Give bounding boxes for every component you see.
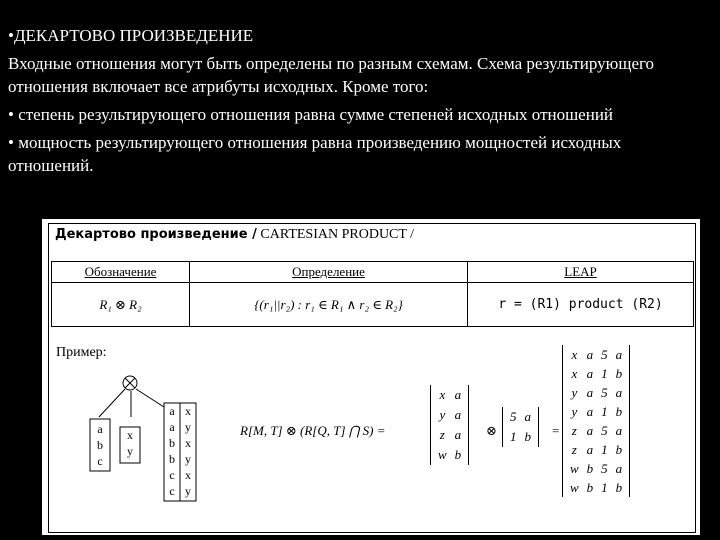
matrix-cell: b xyxy=(586,460,594,476)
matrix-cell: a xyxy=(615,384,623,400)
matrix-cell: z xyxy=(439,427,445,442)
matrix-row xyxy=(566,364,626,383)
matrix-cell: b xyxy=(615,365,623,381)
matrix-row xyxy=(566,383,626,402)
result-relation-cell: b xyxy=(169,436,175,450)
left-relation-cell: b xyxy=(97,438,103,452)
definition-cell: {(r₁||r₂) : r₁ ∈ R₁ ∧ r₂ ∈ R₂} xyxy=(190,283,468,327)
result-relation-cell: y xyxy=(185,420,191,434)
bullet-degree: • степень результирующего отношения равна сумме степеней исходных отношений xyxy=(8,105,614,124)
bullet-cardinality: • мощность результирующего отношения равна произведению мощностей исходных отношений. xyxy=(8,133,622,175)
header-definition: Определение xyxy=(190,262,468,283)
matrix-row xyxy=(506,407,535,427)
notation-cell: R₁ ⊗ R₂ xyxy=(52,283,190,327)
matrix-row xyxy=(434,385,465,405)
result-relation-cell: y xyxy=(185,484,191,498)
matrix-cell: b xyxy=(615,479,623,495)
matrix-cell: 5 xyxy=(601,346,608,362)
matrix-cell: 5 xyxy=(601,422,608,438)
matrix-cell: x xyxy=(439,387,446,402)
matrix-cell: y xyxy=(571,384,578,400)
matrix-left xyxy=(430,385,469,465)
example-label: Пример: xyxy=(56,345,107,360)
intro-paragraph: Входные отношения могут быть определены по разным схемам. Схема результирующего отношения включает все атрибуты исходных. Кроме того: xyxy=(8,54,655,96)
matrix-cell: a xyxy=(454,387,462,402)
matrix-cell: b xyxy=(615,441,623,457)
matrix-cell: x xyxy=(571,365,578,381)
matrix-cell: x xyxy=(571,346,578,362)
matrix-row xyxy=(566,478,626,497)
right-relation-cell: y xyxy=(127,444,133,458)
matrix-row xyxy=(566,440,626,459)
matrix-cell: a xyxy=(586,365,594,381)
matrix-cell: z xyxy=(571,422,577,438)
matrix-cell: b xyxy=(524,429,531,444)
matrix-cell: a xyxy=(615,422,623,438)
result-relation-cell: c xyxy=(169,484,175,498)
matrix-cell: b xyxy=(615,403,623,419)
header-leap: LEAP xyxy=(468,262,694,283)
matrix-cell: z xyxy=(571,441,577,457)
matrix-cell: a xyxy=(454,427,462,442)
result-relation-cell: x xyxy=(185,436,191,450)
matrix-cell: w xyxy=(570,460,579,476)
result-relation-cell: y xyxy=(185,452,191,466)
matrix-cell: a xyxy=(615,460,623,476)
matrix-cell: 1 xyxy=(601,403,608,419)
intro-text xyxy=(8,24,708,182)
formula-lhs: R[M, T] ⊗ (R[Q, T] ⋂ S) = xyxy=(240,423,386,438)
left-relation-cell: a xyxy=(97,422,103,436)
matrix-cell: a xyxy=(586,384,594,400)
otimes-symbol: ⊗ xyxy=(486,423,497,438)
matrix-cell: 5 xyxy=(601,460,608,476)
result-relation-cell: a xyxy=(169,420,175,434)
matrix-row xyxy=(506,427,535,447)
right-relation-cell: x xyxy=(127,428,133,442)
matrix-result xyxy=(562,345,630,497)
slide-title: Декартово произведение / CARTESIAN PRODUCT / xyxy=(55,227,415,242)
result-relation-cell: c xyxy=(169,468,175,482)
matrix-cell: y xyxy=(571,403,578,419)
example-slide xyxy=(42,219,700,535)
matrix-cell: a xyxy=(586,346,594,362)
matrix-cell: 1 xyxy=(601,479,608,495)
matrix-cell: a xyxy=(615,346,623,362)
matrix-row xyxy=(434,425,465,445)
matrix-cell: b xyxy=(586,479,594,495)
matrix-cell: 5 xyxy=(510,409,517,424)
matrix-right xyxy=(502,407,539,447)
result-relation-cell: b xyxy=(169,452,175,466)
leap-cell: r = (R1) product (R2) xyxy=(468,283,694,327)
matrix-cell: 1 xyxy=(510,429,517,444)
matrix-cell: a xyxy=(586,441,594,457)
header-notation: Обозначение xyxy=(52,262,190,283)
matrix-cell: a xyxy=(586,422,594,438)
result-relation-cell: x xyxy=(185,404,191,418)
matrix-cell: b xyxy=(454,447,462,462)
matrix-cell: a xyxy=(454,407,462,422)
matrix-row xyxy=(566,421,626,440)
heading: •ДЕКАРТОВО ПРОИЗВЕДЕНИЕ xyxy=(8,26,254,45)
matrix-row xyxy=(566,459,626,478)
matrix-row xyxy=(566,402,626,421)
matrix-row xyxy=(434,445,465,465)
matrix-cell: w xyxy=(570,479,579,495)
matrix-cell: 1 xyxy=(601,441,608,457)
matrix-cell: 1 xyxy=(601,365,608,381)
matrix-cell: y xyxy=(439,407,446,422)
matrix-cell: a xyxy=(586,403,594,419)
matrix-cell: w xyxy=(438,447,447,462)
matrix-cell: a xyxy=(524,409,531,424)
result-relation-cell: x xyxy=(185,468,191,482)
result-relation-cell: a xyxy=(169,404,175,418)
matrix-row xyxy=(566,345,626,364)
matrix-cell: 5 xyxy=(601,384,608,400)
matrix-row xyxy=(434,405,465,425)
equals-symbol: = xyxy=(552,423,560,438)
left-relation-cell: c xyxy=(97,454,103,468)
